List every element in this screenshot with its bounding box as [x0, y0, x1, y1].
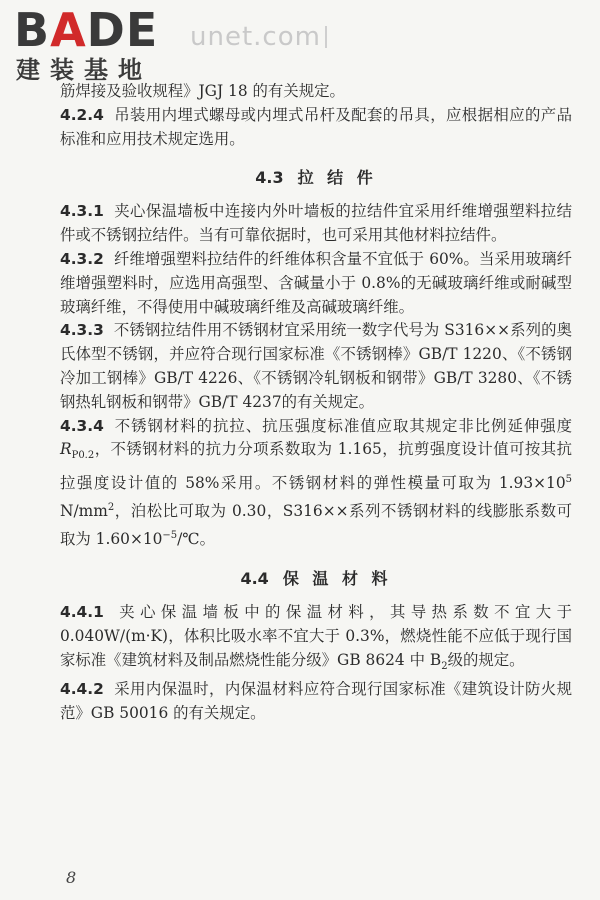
clause-number: 4.3.4: [60, 416, 104, 435]
clause-4-4-2: [60, 678, 572, 726]
logo-wordmark: BADE: [14, 3, 159, 57]
clause-text: ，泊松比可取为 0.30，S316××系列不锈钢材料的线膨胀系数可取为 1.60×10: [60, 502, 572, 549]
clause-text: 不锈钢材料的抗拉、抗压强度标准值应取其规定非比例延伸强度: [113, 416, 572, 435]
clause-number: 4.4.2: [60, 680, 104, 699]
document-body: [60, 80, 572, 726]
section-heading-4-4: [60, 566, 572, 589]
clause-4-4-1: [60, 601, 572, 678]
exponent: 5: [565, 474, 572, 486]
clause-4-3-3: [60, 319, 572, 414]
clause-text: /℃。: [177, 530, 215, 549]
clause-4-3-1: [60, 200, 572, 248]
clause-4-3-2: [60, 248, 572, 319]
clause-text: 级的规定。: [447, 650, 525, 669]
bade-logo: [14, 3, 174, 84]
clause-text: 采用内保温时，内保温材料应符合现行国家标准《建筑设计防火规范》GB 50016 的有关规定。: [60, 680, 572, 723]
clause-number: 4.3.3: [60, 321, 104, 340]
clause-number: 4.4.1: [60, 603, 104, 621]
watermark-text: unet.com: [190, 22, 321, 52]
subscript: 2: [441, 660, 448, 672]
clause-number: 4.2.4: [60, 105, 104, 124]
strength-symbol: R: [60, 440, 72, 459]
clause-number: 4.3.2: [60, 249, 104, 268]
clause-text: 吊装用内埋式螺母或内埋式吊杆及配套的吊具，应根据相应的产品标准和应用技术规定选用。: [60, 105, 572, 148]
clause-text: N/mm: [60, 502, 108, 521]
section-number: 4.3: [255, 168, 284, 188]
strength-subscript: P0.2: [71, 450, 95, 462]
clause-text: 纤维增强塑料拉结件的纤维体积含量不宜低于 60%。当采用玻璃纤维增强塑料时，应选用高强型、含碱量小于 0.8%的无碱玻璃纤维或耐碱型玻璃纤维，不得使用中碱玻璃纤维及高碱玻璃纤维。: [60, 249, 572, 316]
clause-text: 不锈钢拉结件用不锈钢材宜采用统一数字代号为 S316××系列的奥氏体型不锈钢，并应符合现行国家标准《不锈钢棒》GB/T 1220、《不锈钢冷加工钢棒》GB/T 4226、《不锈钢冷轧钢板和钢带》GB/T 3280、《不锈钢热轧钢板和钢带》GB/T 4237的有关规定。: [60, 321, 572, 411]
page-number: 8: [66, 868, 77, 887]
section-number: 4.4: [240, 569, 269, 588]
continued-line: 筋焊接及验收规程》JGJ 18 的有关规定。: [60, 82, 345, 100]
clause-text: 夹心保温墙板中连接内外叶墙板的拉结件宜采用纤维增强塑料拉结件或不锈钢拉结件。当有可靠依据时，也可采用其他材料拉结件。: [60, 202, 572, 245]
clause-number: 4.3.1: [60, 202, 104, 221]
section-title: 保 温 材 料: [282, 569, 392, 588]
clause-4-3-4: [60, 415, 572, 552]
exponent: 2: [107, 502, 115, 514]
exponent: −5: [162, 530, 178, 542]
clause-text: ，不锈钢材料的抗力分项系数取为 1.165，抗剪强度设计值可按其抗拉强度设计值的 58%采用。不锈钢材料的弹性模量可取为 1.93×10: [60, 440, 572, 493]
watermark-bar: [325, 26, 327, 48]
clause-4-2-4: [60, 104, 572, 152]
section-title: 拉 结 件: [297, 168, 377, 188]
section-heading-4-3: [60, 165, 572, 188]
logo-chinese-text: 建装基地: [16, 56, 152, 84]
clause-text: 夹心保温墙板中的保温材料，其导热系数不宜大于 0.040W/(m·K)，体积比吸水率不宜大于 0.3%，燃烧性能不应低于现行国家标准《建筑材料及制品燃烧性能分级》GB 8624 中 B: [60, 603, 572, 669]
